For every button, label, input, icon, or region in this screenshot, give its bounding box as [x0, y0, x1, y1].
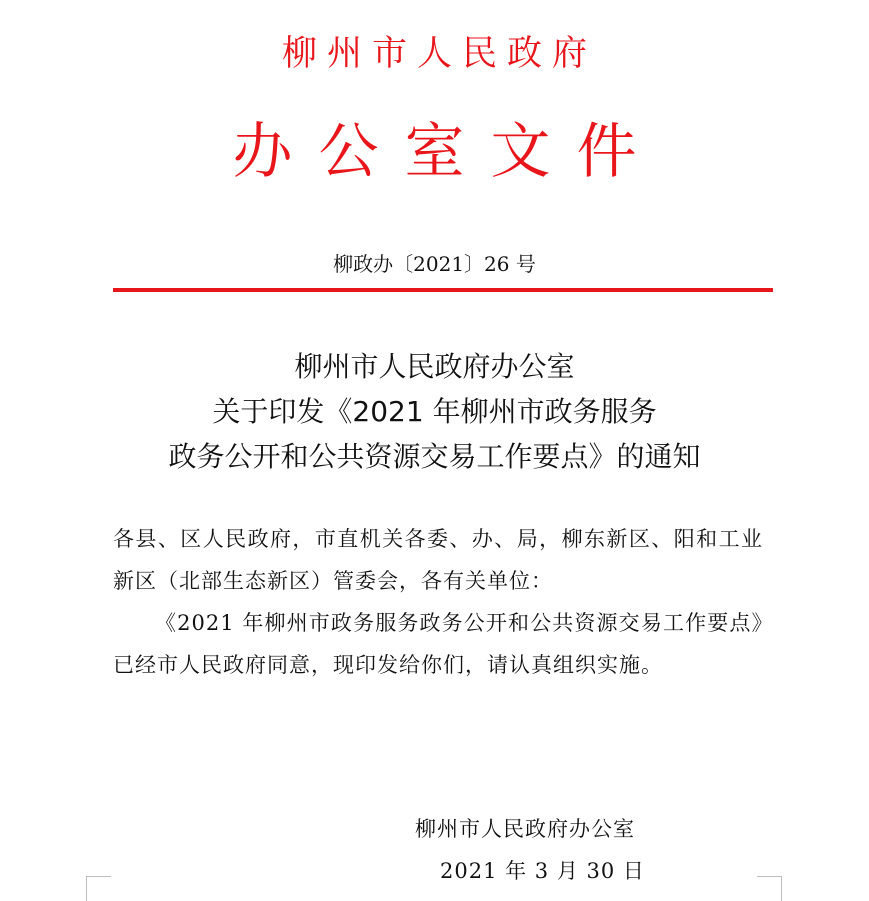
title-line-2: 关于印发《2021 年柳州市政务服务: [212, 395, 657, 428]
crop-mark-bottom-right: [757, 876, 782, 901]
title-line-1: 柳州市人民政府办公室: [294, 350, 575, 383]
recipients-paragraph: 各县、区人民政府，市直机关各委、办、局，柳东新区、阳和工业新区（北部生态新区）管委会，各有关单位：: [113, 527, 763, 593]
issuer-name: 柳州市人民政府: [281, 34, 597, 74]
red-divider-line: [113, 288, 773, 292]
document-body: [113, 518, 763, 686]
signature-issuer: 柳州市人民政府办公室: [415, 817, 635, 841]
document-title: [0, 344, 869, 479]
document-type: 办公室文件: [232, 117, 663, 187]
title-line-3: 政务公开和公共资源交易工作要点》的通知: [168, 440, 701, 473]
document-number: 柳政办〔2021〕26 号: [333, 252, 536, 276]
signature-date: 2021 年 3 月 30 日: [440, 859, 645, 883]
crop-mark-bottom-left: [86, 876, 111, 901]
body-paragraph: 《2021 年柳州市政务服务政务公开和公共资源交易工作要点》已经市人民政府同意，现印发给你们，请认真组织实施。: [113, 611, 763, 677]
